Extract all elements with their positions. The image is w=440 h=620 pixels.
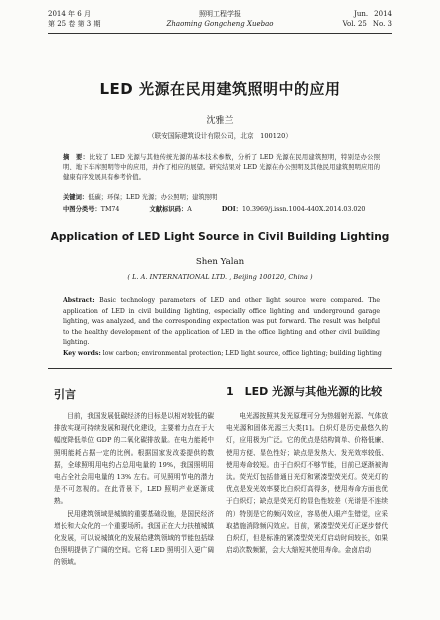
header-no-en: No. 3 (372, 20, 392, 28)
doi (222, 206, 380, 213)
header-rule (48, 33, 392, 34)
abstract-en-label: Abstract: (63, 297, 95, 304)
doc-code-label: 文献标识码： (149, 206, 188, 213)
doi-label: DOI： (221, 206, 243, 213)
abstract-en-text: Basic technology parameters of LED and other light source were compared. The application of LED in civil building lighting, especially office lighting and underground garage lighting, was analyzed, and the corresponding expectation was put forward. The result was helpful to the healthy development of the application of LED in the office lighting and other civil building lighting. (63, 297, 381, 347)
journal-name-cn: 照明工程学报 (199, 10, 241, 18)
keywords-en (63, 349, 400, 359)
section-heading-1: 1 LED 光源与其他光源的比较 (226, 385, 383, 398)
journal-name-en: Zhaoming Gongcheng Xuebao (166, 20, 274, 28)
body-column-right (226, 410, 388, 556)
clc-label: 中图分类号： (63, 206, 101, 213)
abstract-en (63, 296, 380, 349)
abstract-cn (63, 153, 380, 184)
section-heading-intro: 引言 (54, 388, 76, 401)
section-1-paragraph: 电光源按照其发光原理可分为热辐射光源、气体放电光源和固体光源三大类[1]。白炽灯是历史最悠久的灯，应用极为广泛。它的优点是结构简单、价格低廉、使用方便、显色性好；缺点是发热大、发光效率较低、使用寿命较短。由于白炽灯不够节能，目前已逐渐被淘汰。荧光灯包括普通日光灯和紧凑型荧光灯。荧光灯的优点是发光效率要比白炽灯高得多，使用寿命方面也优于白炽灯；缺点是荧光灯的显色性较差（光谱是不连续的）特别是它的频闪效应，容易使人眼产生错觉，应采取措施消除频闪效应。目前，紧凑型荧光灯正逐步替代白炽灯，但是标准的紧凑型荧光灯启动时间较长，如果启动次数频繁，会大大缩短其使用寿命。金卤启动 (226, 412, 388, 555)
clc-number (63, 206, 133, 213)
header-vol-en: Vol. 25 (342, 20, 367, 28)
document-code (149, 206, 205, 213)
header-right (337, 9, 392, 29)
header-volume-en (337, 19, 392, 29)
header-date: 2014 年 6 月 (48, 10, 91, 18)
running-header (48, 9, 392, 49)
doc-code-value: A (187, 206, 192, 213)
article-title-cn: LED 光源在民用建筑照明中的应用 (99, 80, 341, 98)
affiliation-cn: （联安国际建筑设计有限公司，北京 100120） (148, 132, 292, 140)
author-en: Shen Yalan (195, 257, 245, 267)
author-cn: 沈雅兰 (206, 116, 234, 126)
keywords-cn-text: 低碳；环保；LED 光源；办公照明；建筑照明 (88, 194, 218, 201)
header-year-en: 2014 (374, 10, 392, 18)
keywords-en-label: Key words: (63, 350, 101, 357)
intro-paragraph: 民用建筑领域是城镇的重要基础设施，是国民经济增长和大众化的一个重要场所。我国正在大力扶植城镇化发展，可以说城镇化的发展给建筑领域的节能包括绿色照明提供了广阔的空间。它将 LED 照明引入更广阔的领域。 (54, 509, 214, 567)
article-title-en: Application of LED Light Source in Civil Building Lighting (50, 231, 390, 243)
body-column-left (54, 410, 214, 569)
header-month-en: Jun. (354, 10, 369, 18)
clc-value: TM74 (100, 206, 120, 213)
abstract-rule (48, 368, 392, 369)
affiliation-en: ( L. A. INTERNATIONAL LTD. , Beijing 100120, China ) (127, 273, 313, 281)
header-date-en (337, 9, 392, 19)
doi-value: 10.3969/j.issn.1004-440X.2014.03.020 (242, 206, 366, 213)
header-volume: 第 25 卷 第 3 期 (48, 20, 101, 28)
intro-paragraph: 目前，我国发展低碳经济的目标是以相对较低的碳排放实现可持续发展和现代化建设，主要着力点在于大幅度降低单位 GDP 的二氧化碳排放量。在电力能耗中照明能耗占据一定的比例。根据国家发改委提供的数据，全球照明用电约占总用电量的 19%，我国照明用电占全社会用电量的 13% 左右。可见照明节电的潜力是不可忽视的。在此背景下，LED 照明产业逐渐成熟。 (54, 412, 214, 506)
keywords-en-text: low carbon; environmental protection; LED light source, office lighting; building lighting (102, 350, 382, 357)
abstract-cn-text: 比较了 LED 光源与其他传统光源的基本技术参数，分析了 LED 光源在民用建筑照明，特别是办公照明、地下车库照明等中的应用，并作了相应的展望。研究结果对 LED 光源在办公照明及其他民用建筑照明应用的健康有序发展具有参考价值。 (63, 154, 380, 182)
abstract-cn-label: 摘 要： (63, 154, 90, 161)
classification-line (63, 205, 400, 215)
keywords-cn (63, 193, 380, 203)
keywords-cn-label: 关键词： (63, 194, 89, 201)
